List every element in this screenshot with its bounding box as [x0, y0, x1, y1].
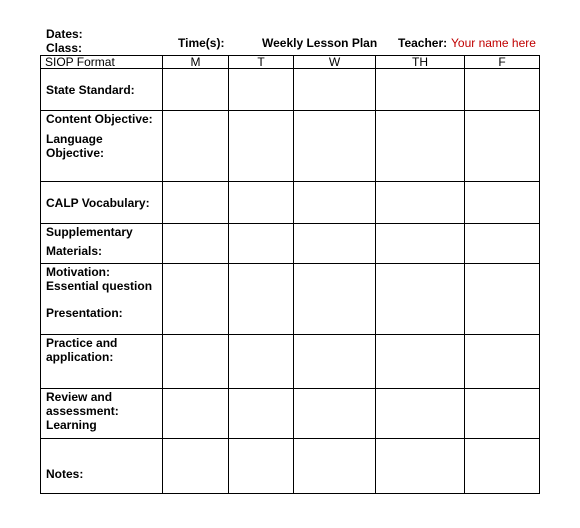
row-label-line: Review and [46, 390, 113, 404]
row-label-line: Presentation: [46, 306, 123, 320]
plan-cell[interactable] [465, 264, 540, 335]
plan-cell[interactable] [376, 439, 465, 494]
row-label [41, 111, 163, 182]
plan-cell[interactable] [163, 182, 229, 224]
table-row [41, 264, 540, 335]
siop-format-header: SIOP Format [41, 56, 163, 69]
teacher-name-field[interactable]: Your name here [451, 36, 536, 50]
plan-cell[interactable] [294, 439, 376, 494]
lesson-plan-table [40, 55, 540, 494]
table-row [41, 335, 540, 389]
row-label-line: State Standard: [46, 82, 135, 97]
plan-cell[interactable] [376, 264, 465, 335]
plan-cell[interactable] [229, 389, 294, 439]
plan-cell[interactable] [163, 335, 229, 389]
row-label-line: CALP Vocabulary: [46, 195, 150, 210]
table-row [41, 182, 540, 224]
times-label: Time(s): [178, 36, 225, 50]
row-label-line: Supplementary [46, 225, 133, 239]
row-label-line: Learning [46, 418, 97, 432]
plan-cell[interactable] [294, 111, 376, 182]
plan-cell[interactable] [229, 224, 294, 264]
plan-cell[interactable] [229, 335, 294, 389]
plan-cell[interactable] [229, 69, 294, 111]
table-row [41, 389, 540, 439]
plan-cell[interactable] [376, 224, 465, 264]
teacher-label: Teacher: [398, 36, 448, 50]
plan-cell[interactable] [163, 389, 229, 439]
plan-cell[interactable] [376, 389, 465, 439]
row-label-line: Language [46, 132, 103, 146]
plan-cell[interactable] [294, 264, 376, 335]
row-label-line: assessment: [46, 404, 119, 418]
plan-cell[interactable] [376, 182, 465, 224]
row-label [41, 439, 163, 494]
row-label-line: Objective: [46, 146, 105, 160]
dates-label: Dates: [46, 27, 83, 41]
row-label [41, 224, 163, 264]
plan-cell[interactable] [229, 111, 294, 182]
day-header-th: TH [376, 56, 465, 69]
plan-cell[interactable] [294, 389, 376, 439]
table-row [41, 69, 540, 111]
row-label-line: Motivation: [46, 265, 110, 279]
plan-cell[interactable] [163, 439, 229, 494]
plan-cell[interactable] [294, 335, 376, 389]
row-label-line: Practice and [46, 336, 118, 350]
plan-cell[interactable] [465, 69, 540, 111]
plan-cell[interactable] [229, 439, 294, 494]
plan-cell[interactable] [163, 224, 229, 264]
plan-cell[interactable] [294, 224, 376, 264]
page-title: Weekly Lesson Plan [262, 36, 378, 50]
plan-cell[interactable] [376, 111, 465, 182]
table-row [41, 111, 540, 182]
row-label [41, 69, 163, 111]
plan-cell[interactable] [229, 182, 294, 224]
table-row [41, 439, 540, 494]
plan-cell[interactable] [465, 439, 540, 494]
plan-cell[interactable] [465, 182, 540, 224]
plan-cell[interactable] [163, 264, 229, 335]
day-header-w: W [294, 56, 376, 69]
day-header-t: T [229, 56, 294, 69]
row-label [41, 335, 163, 389]
row-label [41, 264, 163, 335]
plan-cell[interactable] [294, 182, 376, 224]
class-label: Class: [46, 41, 83, 55]
row-label [41, 389, 163, 439]
plan-cell[interactable] [376, 69, 465, 111]
day-header-m: M [163, 56, 229, 69]
plan-cell[interactable] [229, 264, 294, 335]
day-header-f: F [465, 56, 540, 69]
plan-cell[interactable] [163, 69, 229, 111]
table-row [41, 224, 540, 264]
plan-cell[interactable] [465, 111, 540, 182]
plan-cell[interactable] [465, 335, 540, 389]
row-label-line: Essential question [46, 279, 153, 293]
row-label-line: application: [46, 350, 114, 364]
plan-cell[interactable] [376, 335, 465, 389]
plan-cell[interactable] [163, 111, 229, 182]
plan-cell[interactable] [294, 69, 376, 111]
table-header-row [41, 56, 540, 69]
row-label-line: Materials: [46, 244, 103, 258]
row-label-line: Notes: [46, 467, 84, 481]
plan-cell[interactable] [465, 389, 540, 439]
row-label-line: Content Objective: [46, 112, 153, 126]
row-label [41, 182, 163, 224]
plan-cell[interactable] [465, 224, 540, 264]
